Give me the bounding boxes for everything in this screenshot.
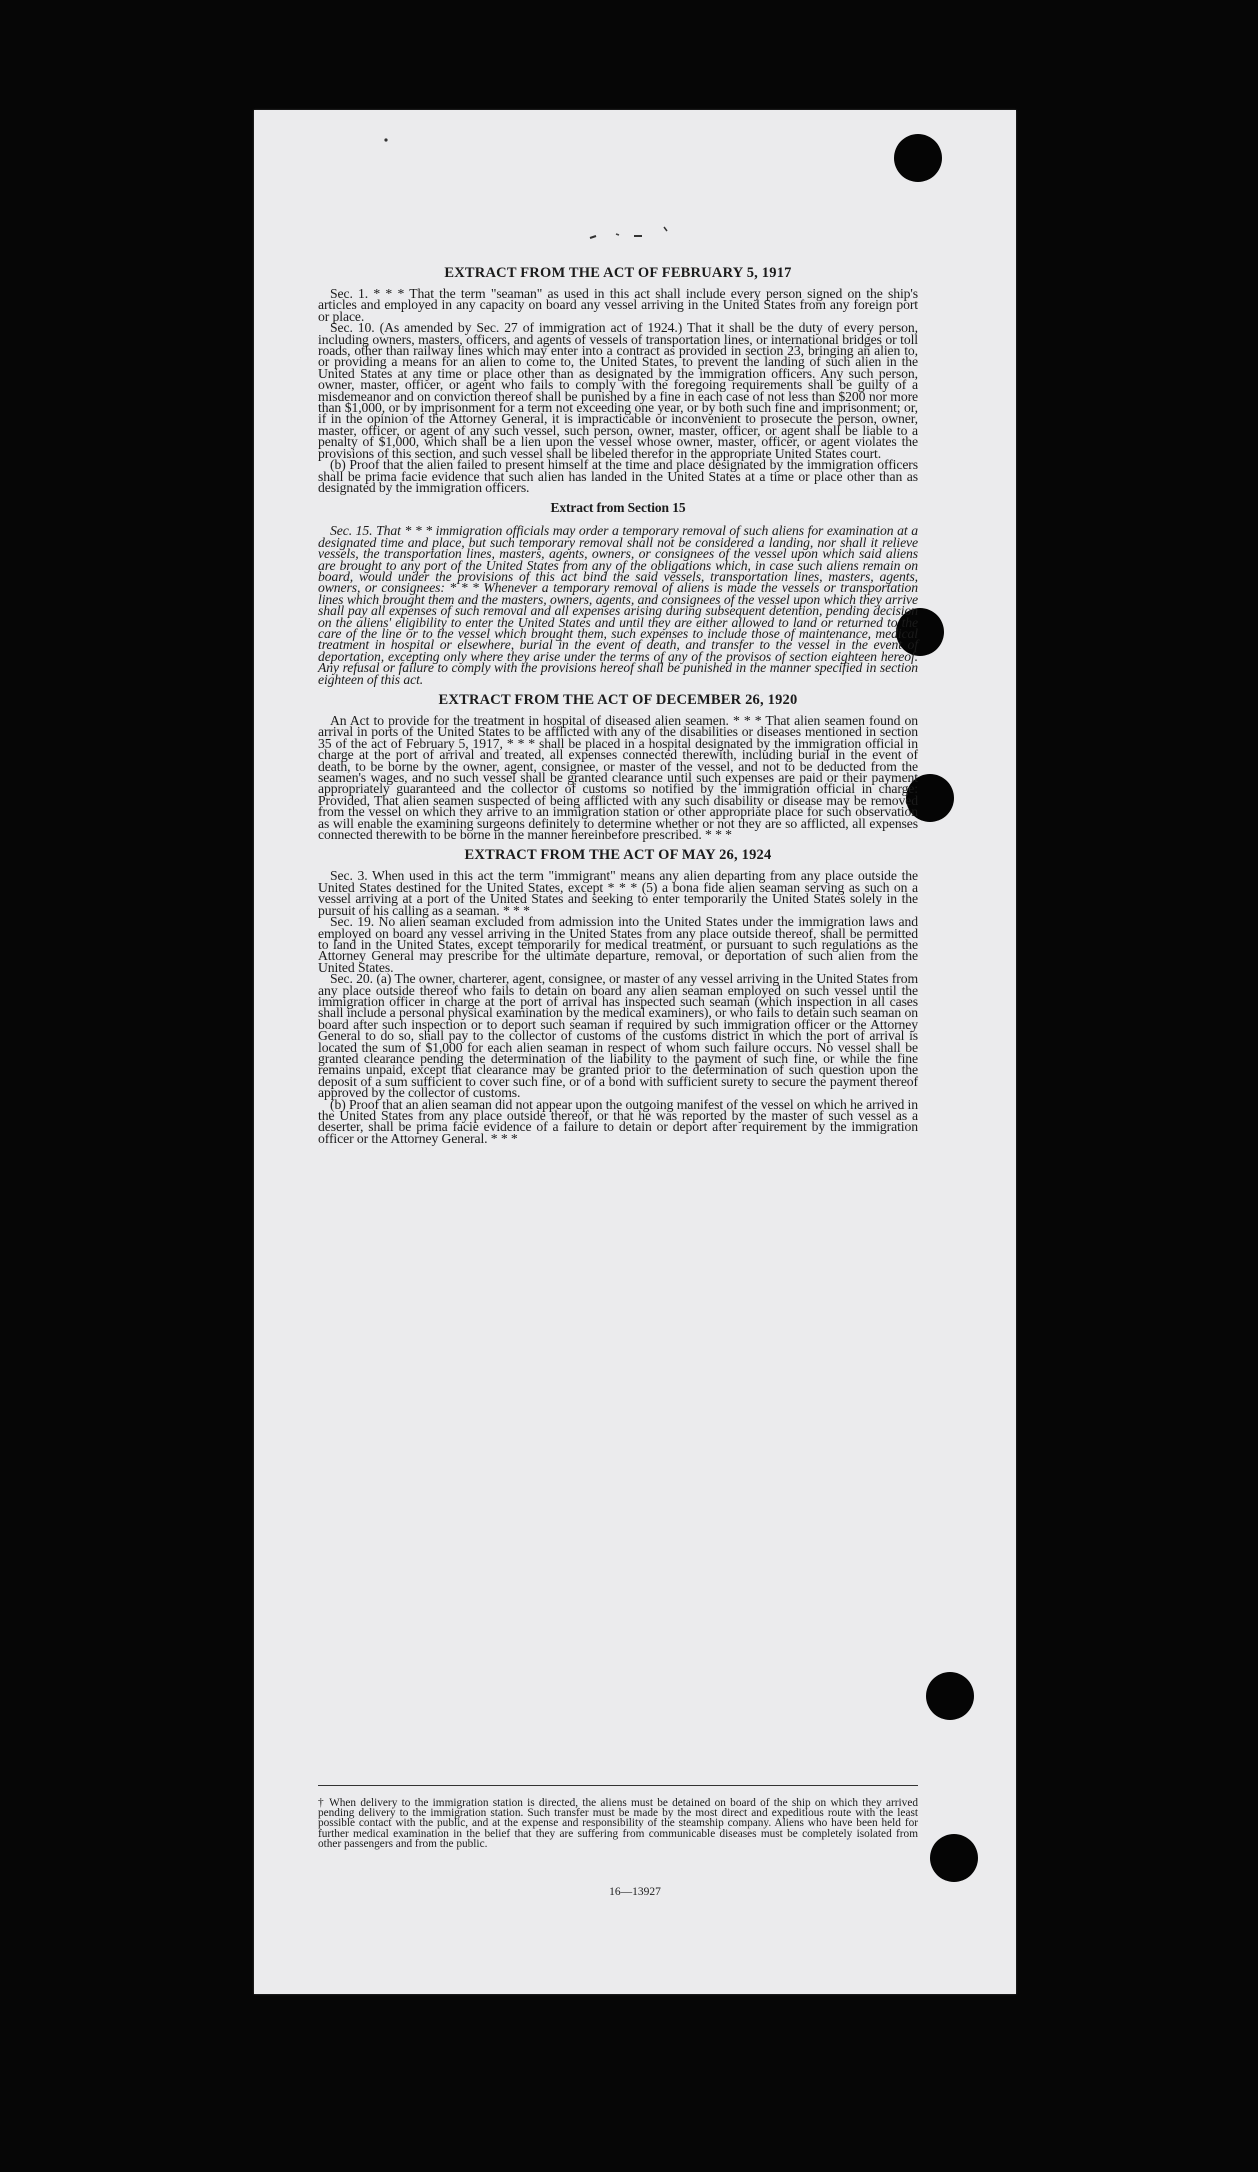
paragraph: (b) Proof that an alien seaman did not appear upon the outgoing manifest of the vessel on which he arrived in the United States from any place outside thereof, or that he was reported by the master of such vessel as a deserter, shall be prima facie evidence of a failure to detain or deport after requirement by the immigration officer or the Attorney General. * * * — [318, 1096, 918, 1146]
paper-specks — [254, 110, 1016, 270]
paragraph: Sec. 19. No alien seaman excluded from admission into the United States under the immigration laws and employed on board any vessel arriving in the United States from any place outside thereof, shall be permitted to land in the United States, except temporarily for medical treatment, or pursuant to such regulations as the Attorney General may prescribe for the ultimate departure, removal, or deportation of such alien from the United States. — [318, 914, 918, 975]
paragraph: An Act to provide for the treatment in hospital of diseased alien seamen. * * * That alien seamen found on arrival in ports of the United States to be afflicted with any of the disabilities or diseases mentioned in section 35 of the act of February 5, 1917, * * * shall be placed in a hospital designated by the immigration official in charge at the port of arrival and treated, all expenses connected therewith, including burial in the event of death, to be borne by the owner, agent, consignee, or master of the vessel, and not to be deducted from the seamen's wages, and no such vessel shall be granted clearance until such expenses are paid or their payment appropriately guaranteed and the collector of customs so notified by the immigration official in charge: Provided, That alien seamen suspected of being afflicted with any such disability or disease may be removed from the vessel on which they arrive to an immigration station or other appropriate place for such observation as will enable the examining surgeons definitely to determine whether or not they are so afflicted, all expenses connected therewith to be borne in the manner hereinbefore prescribed. * * * — [318, 713, 918, 843]
paragraph: Sec. 10. (As amended by Sec. 27 of immigration act of 1924.) That it shall be the duty of every person, including owners, masters, officers, and agents of vessels of transportation lines, or international bridges or toll roads, other than railway lines which may enter into a contract as provided in section 23, bringing an alien to, or providing a means for an alien to come to, the United States, to prevent the landing of such alien in the United States at any time or place other than as designated by the immigration officers. Any such person, owner, master, officer, or agent who fails to comply with the foregoing requirements shall be guilty of a misdemeanor and on conviction thereof shall be punished by a fine in each case of not less than $200 nor more than $1,000, or by imprisonment for a term not exceeding one year, or by both such fine and imprisonment; or, if in the opinion of the Attorney General, it is impracticable or inconvenient to prosecute the person, owner, master, officer, or agent of any such vessel, such person, owner, master, officer, or agent shall be liable to a penalty of $1,000, which shall be a lien upon the vessel whose owner, master, officer, or agent violates the provisions of this section, and such vessel shall be libeled therefor in the appropriate United States court. — [318, 320, 918, 461]
punch-hole — [930, 1834, 978, 1882]
heading-act-1924: EXTRACT FROM THE ACT OF MAY 26, 1924 — [464, 847, 772, 864]
punch-hole — [926, 1672, 974, 1720]
document-page — [254, 110, 1016, 1994]
heading-act-1920: EXTRACT FROM THE ACT OF DECEMBER 26, 1920 — [438, 692, 798, 708]
paragraph: Sec. 1. * * * That the term "seaman" as used in this act shall include every person signed on the ship's articles and employed in any capacity on board any vessel arriving in the United States from any foreign port or place. — [318, 286, 918, 324]
paragraph: Sec. 3. When used in this act the term "immigrant" means any alien departing from any place outside the United States destined for the United States, except * * * (5) a bona fide alien seaman serving as such on a vessel arriving at a port of the United States and seeking to enter temporarily the United States solely in the pursuit of his calling as a seaman. * * * — [318, 868, 918, 918]
footnote: † When delivery to the immigration station is directed, the aliens must be detained on board of the ship on which they arrived pending delivery to the immigration station. Such transfer must be made by the most direct and expeditious route with the least possible contact with the public, and at the expense and responsibility of the steamship company. Aliens who have been held for further medical examination in the belief that they are suffering from communicable diseases must be completely isolated from other passengers and from the public. — [318, 1797, 918, 1850]
paragraph: Sec. 15. That * * * immigration officials may order a temporary removal of such aliens for examination at a designated time and place, but such temporary removal shall not be considered a landing, nor shall it relieve vessels, the transportation lines, masters, agents, owners, or consignees of the vessel upon which said aliens are brought to any port of the United States from any of the obligations which, in case such aliens remain on board, would under the provisions of this act bind the said vessels, transportation lines, masters, agents, owners, or consignees: * * * Whenever a temporary removal of aliens is made the vessels or transportation lines which brought them and the masters, owners, agents, and consignees of the vessel upon which they arrive shall pay all expenses of such removal and all expenses arising during subsequent detention, pending decision on the aliens' eligibility to enter the United States and until they are either allowed to land or returned to the care of the line or to the vessel which brought them, such expenses to include those of maintenance, medical treatment in hospital or elsewhere, burial in the event of death, and transfer to the vessel in the event of deportation, excepting only where they arise under the terms of any of the provisos of section eighteen hereof. Any refusal or failure to comply with the provisions hereof shall be punished in the manner specified in section eighteen of this act. — [318, 523, 918, 687]
paragraph: (b) Proof that the alien failed to present himself at the time and place designated by the immigration officers shall be prima facie evidence that such alien has landed in the United States at a time or place other than as designated by the immigration officers. — [318, 457, 918, 495]
footnote-divider — [318, 1785, 918, 1786]
document-number: 16—13927 — [609, 1886, 661, 1898]
paragraph: Sec. 20. (a) The owner, charterer, agent, consignee, or master of any vessel arriving in the United States from any place outside thereof who fails to detain on board any alien seaman employed on such vessel until the immigration officer in charge at the port of arrival has inspected such seaman (which inspection in all cases shall include a personal physical examination by the medical examiners), or who fails to detain such seaman on board after such inspection or to deport such seaman if required by such immigration officer or the Attorney General to do so, shall pay to the collector of customs of the customs district in which the port of arrival is located the sum of $1,000 for each alien seaman in respect of whom such failure occurs. No vessel shall be granted clearance pending the determination of the liability to the payment of such fine, or while the fine remains unpaid, except that clearance may be granted prior to the determination of such question upon the deposit of a sum sufficient to cover such fine, or of a bond with sufficient surety to secure the payment thereof approved by the collector of customs. — [318, 971, 918, 1101]
heading-section-15: Extract from Section 15 — [550, 500, 686, 516]
document-body — [318, 258, 918, 1144]
heading-act-1917: EXTRACT FROM THE ACT OF FEBRUARY 5, 1917 — [444, 265, 792, 281]
